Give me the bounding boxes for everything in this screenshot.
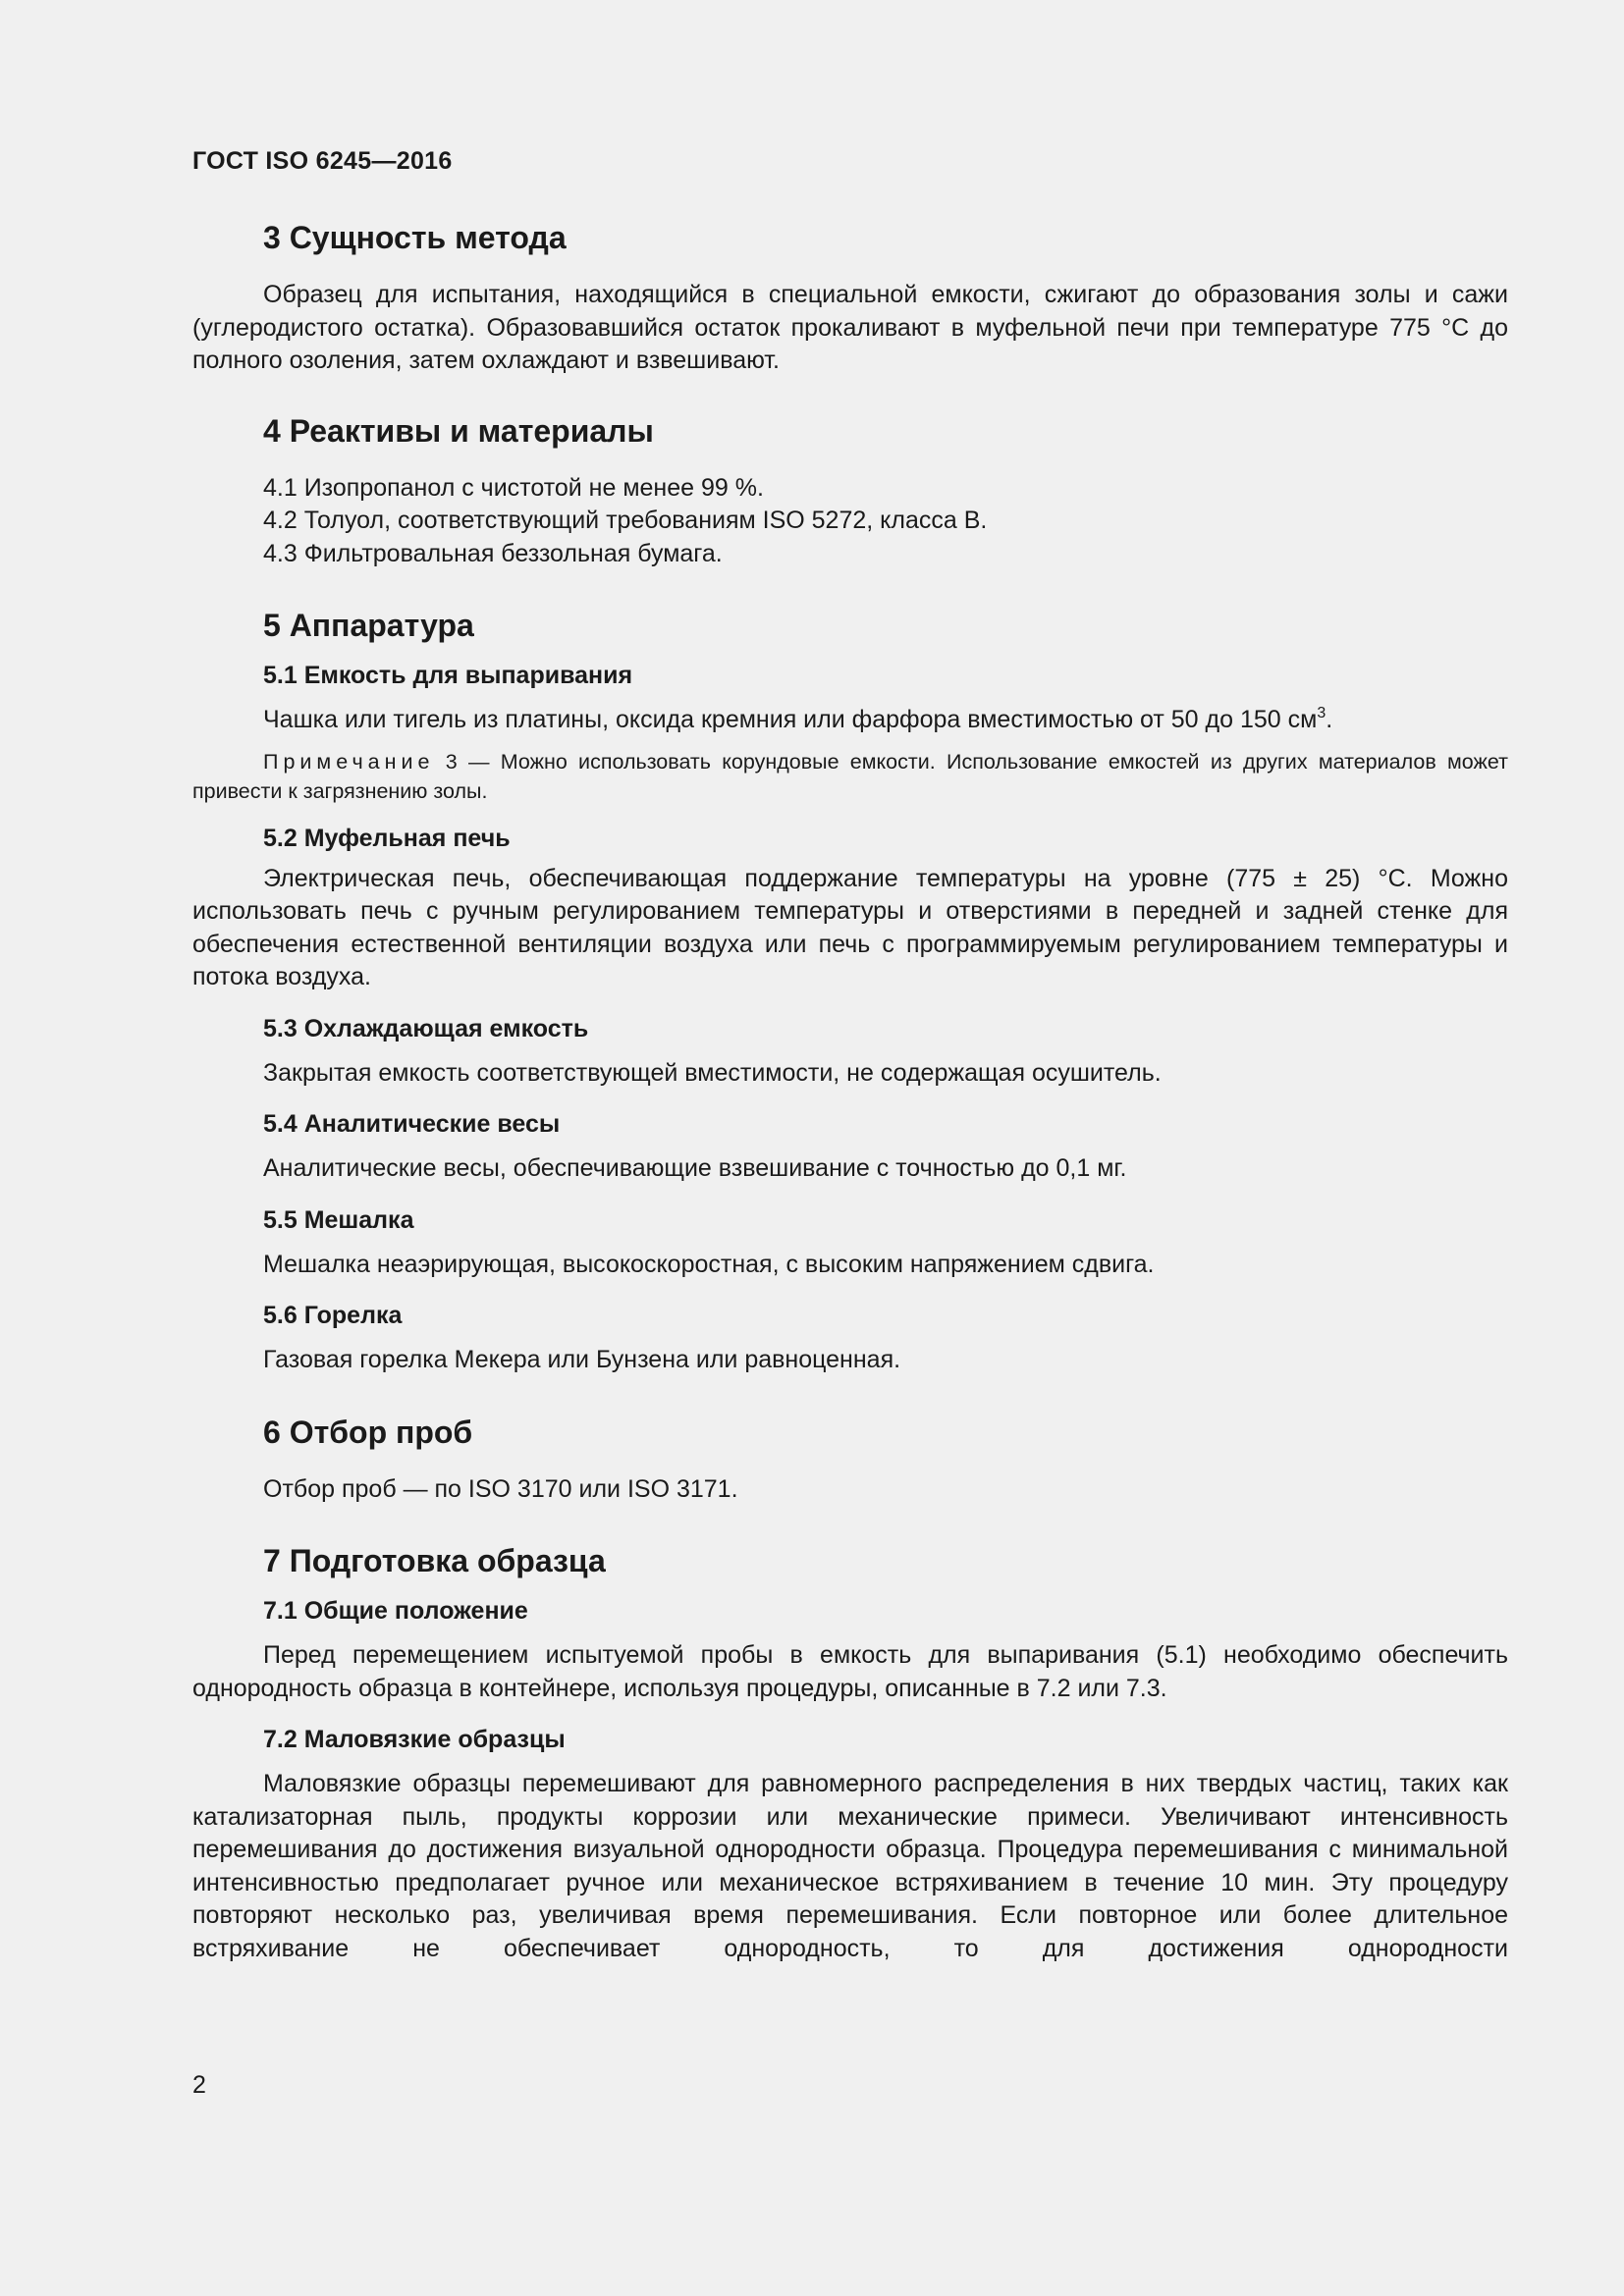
note-3: Примечание 3 — Можно использовать корундовые емкости. Использование емкостей из других материалов может привести к загрязнению золы. xyxy=(192,749,1508,803)
subsection-5-2-paragraph: Электрическая печь, обеспечивающая поддержание температуры на уровне (775 ± 25) °С. Можно использовать печь с ручным регулированием температуры и отверстиями в передней и задней стенке для обеспечения естественной вентиляции воздуха или печь с программируемым регулированием температуры и потока воздуха. xyxy=(192,864,1508,990)
subsection-5-4-paragraph: Аналитические весы, обеспечивающие взвешивание с точностью до 0,1 мг. xyxy=(263,1154,1127,1182)
section-7-heading: 7 Подготовка образца xyxy=(263,1543,606,1578)
subsection-5-3-paragraph: Закрытая емкость соответствующей вместимости, не содержащая осушитель. xyxy=(263,1058,1162,1087)
subsection-5-5-heading: 5.5 Мешалка xyxy=(263,1205,414,1234)
subsection-5-5-paragraph: Мешалка неаэрирующая, высокоскоростная, с высоким напряжением сдвига. xyxy=(263,1250,1155,1278)
document-header: ГОСТ ISO 6245—2016 xyxy=(192,147,453,175)
section-6-paragraph: Отбор проб — по ISO 3170 или ISO 3171. xyxy=(263,1474,738,1503)
subsection-5-1-heading: 5.1 Емкость для выпаривания xyxy=(263,662,633,689)
subsection-7-2-heading: 7.2 Маловязкие образцы xyxy=(263,1726,566,1753)
subsection-7-1-heading: 7.1 Общие положение xyxy=(263,1597,528,1625)
superscript-3: 3 xyxy=(1317,705,1326,721)
subsection-7-1-paragraph: Перед перемещением испытуемой пробы в емкость для выпаривания (5.1) необходимо обеспечить однородность образца в контейнере, используя процедуры, описанные в 7.2 или 7.3. xyxy=(192,1641,1508,1702)
subsection-5-2-heading: 5.2 Муфельная печь xyxy=(263,824,511,852)
section-5-heading: 5 Аппаратура xyxy=(263,608,474,643)
subsection-5-3-heading: 5.3 Охлаждающая емкость xyxy=(263,1014,589,1042)
subsection-5-1-paragraph: Чашка или тигель из платины, оксида кремния или фарфора вместимостью от 50 до 150 $см^3$. xyxy=(263,705,1333,733)
list-item: 4.1 Изопропанол с чистотой не менее 99 %. xyxy=(263,473,764,502)
document-body xyxy=(192,218,1508,1965)
section-4-heading: 4 Реактивы и материалы xyxy=(263,412,654,449)
subsection-7-2-paragraph: Маловязкие образцы перемешивают для равномерного распределения в них твердых частиц, таких как катализаторная пыль, продукты коррозии или механические примеси. Увеличивают интенсивность перемешивания до достижения визуальной однородности образца. Процедура перемешивания с минимальной интенсивностью предполагает ручное или механическое встряхиванием в течение 10 мин. Эту процедуру повторяют несколько раз, увеличивая время перемешивания. Если повторное или более длительное встряхивание не обеспечивает однородность, то для достижения однородности xyxy=(192,1770,1508,1962)
section-3-paragraph: Образец для испытания, находящийся в специальной емкости, сжигают до образования золы и сажи (углеродистого остатка). Образовавшийся остаток прокаливают в муфельной печи при температуре 775 °С до полного озоления, затем охлаждают и взвешивают. xyxy=(192,281,1508,374)
subsection-5-6-heading: 5.6 Горелка xyxy=(263,1302,403,1329)
subsection-5-6-paragraph: Газовая горелка Мекера или Бунзена или равноценная. xyxy=(263,1346,901,1373)
section-3-heading: 3 Сущность метода xyxy=(263,220,567,255)
list-item: 4.3 Фильтровальная беззольная бумага. xyxy=(263,539,723,567)
section-6-heading: 6 Отбор проб xyxy=(263,1414,473,1450)
note-label: Примечание xyxy=(263,749,435,774)
list-item: 4.2 Толуол, соответствующий требованиям ISO 5272, класса В. xyxy=(263,507,988,534)
subsection-5-4-heading: 5.4 Аналитические весы xyxy=(263,1110,561,1138)
page-number: 2 xyxy=(192,2071,206,2099)
